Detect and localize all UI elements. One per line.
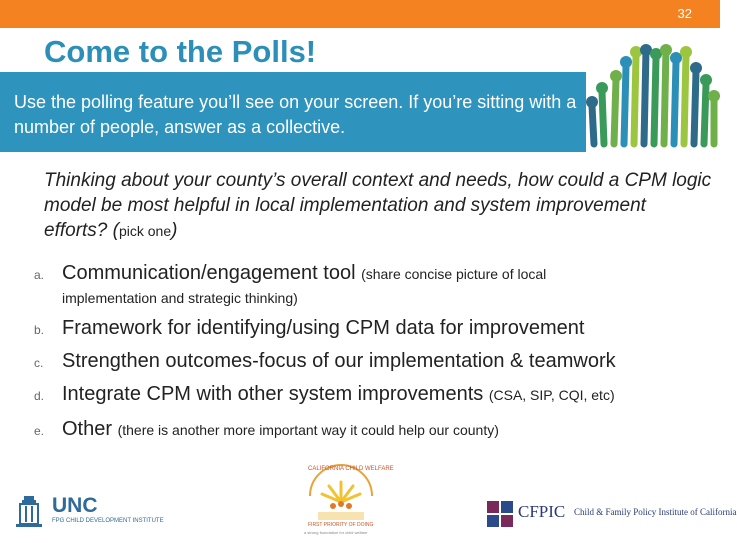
option-letter: d.	[34, 389, 45, 403]
option-letter: b.	[34, 323, 45, 337]
cfpic-squares-icon	[486, 500, 514, 528]
cfpic-logo: CFPIC Child & Family Policy Institute of California	[486, 498, 718, 530]
unc-bell-tower-icon	[12, 494, 46, 528]
unc-fpg-logo: UNC FPG CHILD DEVELOPMENT INSTITUTE	[12, 494, 172, 530]
slide-number: 32	[677, 6, 692, 21]
top-orange-bar	[0, 0, 720, 28]
option-letter: a.	[34, 268, 45, 282]
option-text: Other (there is another more important way it could help our county)	[62, 418, 499, 440]
option-letter: e.	[34, 424, 45, 438]
option-text: Communication/engagement tool (share concise picture of local	[62, 262, 547, 284]
option-text: Strengthen outcomes-focus of our implementation & teamwork	[62, 350, 616, 372]
option-text: Framework for identifying/using CPM data for improvement	[62, 317, 585, 339]
question-hint: pick one	[118, 223, 172, 239]
option-note-continued: implementation and strategic thinking)	[62, 290, 298, 306]
poll-question	[44, 168, 714, 244]
ccw-first-priority-logo: CALIFORNIA CHILD WELFARE FIRST PRIORITY OF DOING a strong foundation for child welfare	[296, 466, 386, 538]
question-text: Thinking about your county’s overall context and needs, how could a CPM logic model be most helpful in local implementation and system improvement efforts? (	[44, 170, 712, 241]
banner-text: Use the polling feature you’ll see on your screen. If you’re sitting with a number of people, answer as a collective.	[14, 92, 577, 137]
option-letter: c.	[34, 356, 44, 370]
instruction-banner	[0, 72, 586, 152]
slide-title: Come to the Polls!	[44, 34, 317, 69]
raised-hands-graphic	[586, 44, 720, 154]
option-text: Integrate CPM with other system improvements (CSA, SIP, CQI, etc)	[62, 383, 615, 405]
question-close: )	[171, 220, 178, 241]
